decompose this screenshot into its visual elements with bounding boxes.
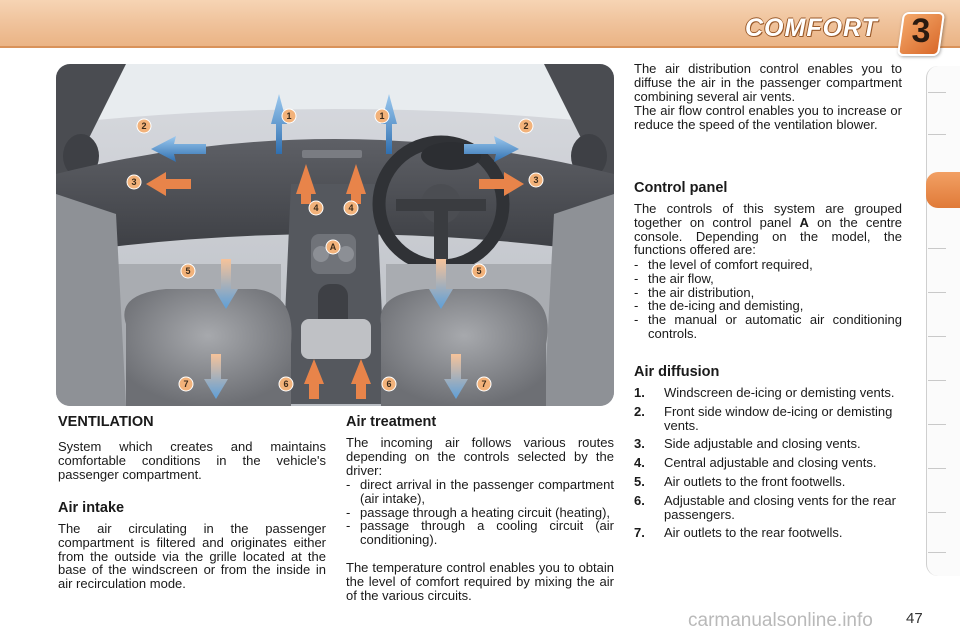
- air-intake-heading: Air intake: [58, 500, 125, 516]
- list-item: [634, 475, 902, 489]
- list-item: [634, 386, 902, 400]
- list-item: [634, 405, 902, 433]
- item-text: Front side window de-icing or demisting vents.: [664, 403, 893, 433]
- air-intake-text: The air circulating in the passenger compartment is filtered and originates either from the outside via the grille located at the base of the windscreen or from the inside in air recirculation mode.: [58, 521, 326, 592]
- rail-divider: [928, 380, 946, 381]
- list-item: [634, 437, 902, 451]
- callout-3: 3: [533, 175, 539, 185]
- ventilation-text: System which creates and maintains comfortable conditions in the vehicle's passenger compartment.: [58, 439, 326, 482]
- callout-3: 3: [131, 177, 137, 187]
- control-panel-intro: [634, 202, 902, 257]
- ventilation-heading: VENTILATION: [58, 414, 154, 430]
- item-number: 5.: [634, 473, 645, 489]
- callout-4: 4: [348, 203, 354, 213]
- air-treatment-heading: Air treatment: [346, 414, 437, 430]
- control-panel-heading: Control panel: [634, 180, 728, 196]
- chapter-tab-rail: [926, 66, 960, 576]
- rail-divider: [928, 134, 946, 135]
- callout-4: 4: [313, 203, 319, 213]
- list-item: - passage through a heating circuit (heating),: [346, 506, 614, 520]
- list-item: - the air flow,: [634, 272, 902, 286]
- list-item: [634, 456, 902, 470]
- rail-divider: [928, 424, 946, 425]
- air-diffusion-heading: Air diffusion: [634, 364, 720, 380]
- rail-divider: [928, 92, 946, 93]
- item-text: Windscreen de-icing or demisting vents.: [664, 385, 895, 400]
- control-panel-list: [634, 258, 902, 341]
- item-text: Side adjustable and closing vents.: [664, 436, 861, 452]
- item-text: Air outlets to the front footwells.: [664, 473, 846, 489]
- callout-5: 5: [476, 266, 482, 276]
- temperature-control-text: The temperature control enables you to obtain the level of comfort required by mixing the air of the various circuits.: [346, 560, 614, 603]
- intro-text: The controls of this system are grouped together on control panel: [634, 201, 902, 230]
- rail-divider: [928, 336, 946, 337]
- item-text: Adjustable and closing vents for the rear passengers.: [664, 492, 896, 522]
- air-treatment-list: [346, 478, 614, 547]
- cabin-drawing: [56, 64, 614, 406]
- chapter-title: COMFORT: [745, 14, 878, 42]
- rail-divider: [928, 552, 946, 553]
- callout-6: 6: [283, 379, 289, 389]
- air-flow-text: The air flow control enables you to increase or reduce the speed of the ventilation blower.: [634, 103, 902, 132]
- list-item: - the level of comfort required,: [634, 258, 902, 272]
- list-item: - the air distribution,: [634, 286, 902, 300]
- rail-divider: [928, 292, 946, 293]
- page-number: 47: [906, 610, 923, 627]
- item-text: Central adjustable and closing vents.: [664, 455, 877, 471]
- item-number: 4.: [634, 455, 645, 471]
- rail-divider: [928, 468, 946, 469]
- list-item: - direct arrival in the passenger compartment (air intake),: [346, 478, 614, 506]
- callout-2: 2: [523, 121, 529, 131]
- list-item: [634, 526, 902, 540]
- list-item: [634, 494, 902, 522]
- panel-letter: A: [799, 214, 809, 230]
- callout-6: 6: [386, 379, 392, 389]
- item-number: 3.: [634, 436, 645, 452]
- rail-divider: [928, 248, 946, 249]
- watermark: carmanualsonline.info: [688, 610, 873, 631]
- list-item: - the de-icing and demisting,: [634, 299, 902, 313]
- chapter-tab-comfort[interactable]: [926, 172, 960, 208]
- callout-1: 1: [286, 111, 292, 121]
- item-number: 7.: [634, 525, 645, 541]
- callout-5: 5: [185, 266, 191, 276]
- rail-divider: [928, 512, 946, 513]
- distribution-text: The air distribution control enables you to diffuse the air in the passenger compartment combining several air vents.: [634, 61, 902, 104]
- interior-ventilation-illustration: [56, 64, 614, 406]
- item-number: 2.: [634, 403, 645, 419]
- callout-1: 1: [379, 111, 385, 121]
- chapter-number: 3: [911, 12, 931, 50]
- callout-7: 7: [481, 379, 487, 389]
- list-item: - passage through a cooling circuit (air conditioning).: [346, 519, 614, 547]
- header-gap: [0, 48, 960, 58]
- item-number: 6.: [634, 492, 645, 508]
- air-diffusion-list: [634, 386, 902, 545]
- callout-7: 7: [183, 379, 189, 389]
- item-number: 1.: [634, 385, 645, 400]
- air-treatment-intro: The incoming air follows various routes depending on the controls selected by the driver:: [346, 435, 614, 478]
- list-item: - the manual or automatic air conditioning controls.: [634, 313, 902, 341]
- callout-a: A: [329, 242, 337, 252]
- item-text: Air outlets to the rear footwells.: [664, 525, 843, 541]
- callout-2: 2: [141, 121, 147, 131]
- intro-text: on the centre console. Depending on the model, the functions offered are:: [634, 214, 903, 258]
